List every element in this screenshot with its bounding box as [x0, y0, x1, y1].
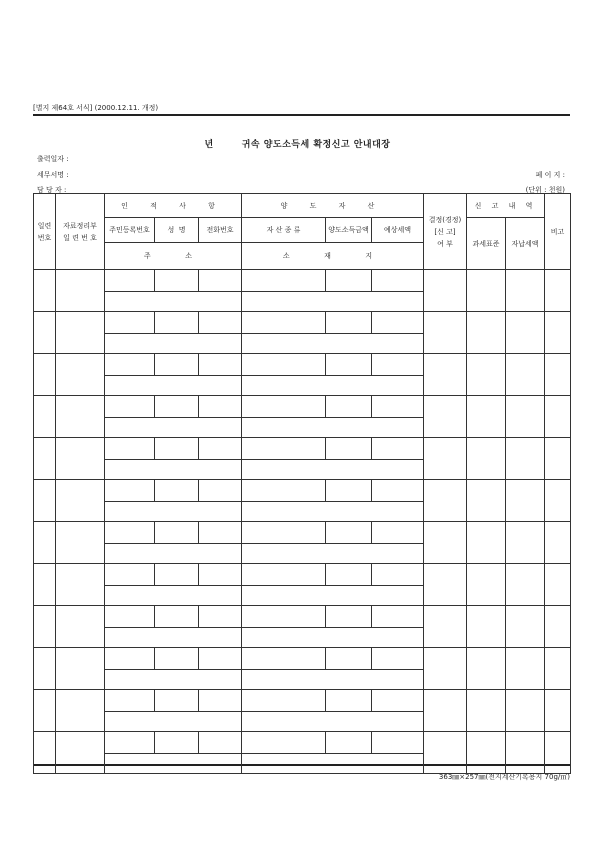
table-cell: [424, 480, 467, 522]
table-cell: [545, 732, 571, 774]
table-cell: [467, 648, 506, 690]
table-cell: [242, 418, 424, 438]
header-resident-no: 주민등록번호: [105, 218, 155, 243]
table-cell: [34, 564, 56, 606]
table-row: [34, 438, 571, 460]
table-cell: [242, 522, 326, 544]
table-cell: [372, 270, 424, 292]
table-cell: [105, 712, 242, 732]
table-cell: [56, 690, 105, 732]
table-cell: [424, 438, 467, 480]
table-cell: [372, 690, 424, 712]
table-cell: [34, 438, 56, 480]
table-cell: [105, 648, 155, 670]
header-transfer-income: 양도소득금액: [326, 218, 372, 243]
form-reference: [별지 제64호 서식] (2000.12.11. 개정): [33, 104, 159, 112]
table-row: [34, 480, 571, 502]
page-label: 페 이 지 :: [535, 171, 565, 179]
header-report-details: 신 고 내 역: [467, 194, 545, 218]
table-cell: [155, 522, 199, 544]
table-cell: [105, 586, 242, 606]
table-cell: [242, 270, 326, 292]
table-cell: [467, 606, 506, 648]
table-cell: [105, 544, 242, 564]
table-cell: [545, 564, 571, 606]
paper-spec-footer: 363㎜×257㎜(전지계산기록용지 70g/㎡): [438, 773, 570, 781]
table-row: [34, 648, 571, 670]
table-cell: [424, 354, 467, 396]
table-cell: [56, 522, 105, 564]
table-cell: [105, 354, 155, 376]
header-asset-type: 자 산 종 류: [242, 218, 326, 243]
header-personal-info: 인 적 사 항: [105, 194, 242, 218]
table-row: [34, 270, 571, 292]
table-cell: [372, 522, 424, 544]
table-cell: [372, 312, 424, 334]
table-cell: [545, 648, 571, 690]
table-cell: [155, 480, 199, 502]
header-location: 소 재 지: [242, 243, 424, 270]
table-cell: [326, 522, 372, 544]
table-cell: [34, 312, 56, 354]
table-cell: [199, 522, 242, 544]
table-cell: [242, 334, 424, 354]
table-cell: [424, 648, 467, 690]
table-cell: [424, 564, 467, 606]
header-address: 주 소: [105, 243, 242, 270]
table-cell: [242, 606, 326, 628]
table-cell: [242, 564, 326, 586]
header-decision: 결정(경정) [신 고] 여 부: [424, 194, 467, 270]
table-cell: [424, 732, 467, 774]
table-cell: [199, 312, 242, 334]
table-cell: [105, 522, 155, 544]
table-cell: [242, 502, 424, 522]
table-cell: [506, 396, 545, 438]
table-cell: [56, 354, 105, 396]
header-remarks: 비고: [545, 194, 571, 270]
table-cell: [467, 732, 506, 774]
manager-label: 담 당 자 :: [37, 186, 67, 193]
table-cell: [105, 376, 242, 396]
table-cell: [105, 460, 242, 480]
table-cell: [56, 396, 105, 438]
table-cell: [155, 396, 199, 418]
table-cell: [199, 648, 242, 670]
table-cell: [242, 586, 424, 606]
table-cell: [34, 396, 56, 438]
table-cell: [242, 648, 326, 670]
table-cell: [506, 648, 545, 690]
table-cell: [34, 522, 56, 564]
table-cell: [105, 670, 242, 690]
table-cell: [545, 270, 571, 312]
table-cell: [424, 690, 467, 732]
table-cell: [155, 732, 199, 754]
table-cell: [155, 438, 199, 460]
table-cell: [506, 690, 545, 732]
table-cell: [34, 648, 56, 690]
table-row: [34, 354, 571, 376]
table-cell: [506, 480, 545, 522]
table-cell: [242, 628, 424, 648]
table-cell: [242, 732, 326, 754]
table-cell: [242, 670, 424, 690]
table-cell: [34, 354, 56, 396]
table-cell: [467, 480, 506, 522]
table-cell: [155, 354, 199, 376]
table-cell: [56, 564, 105, 606]
table-cell: [242, 312, 326, 334]
table-cell: [56, 732, 105, 774]
table-cell: [199, 438, 242, 460]
table-cell: [105, 418, 242, 438]
table-cell: [199, 480, 242, 502]
table-cell: [105, 564, 155, 586]
header-transfer-asset: 양 도 자 산: [242, 194, 424, 218]
table-cell: [242, 354, 326, 376]
table-cell: [506, 438, 545, 480]
table-cell: [326, 438, 372, 460]
table-cell: [105, 480, 155, 502]
table-row: [34, 732, 571, 754]
table-cell: [424, 396, 467, 438]
table-cell: [242, 480, 326, 502]
table-cell: [242, 376, 424, 396]
header-phone: 전화번호: [199, 218, 242, 243]
header-paid-tax: 자납세액: [506, 218, 545, 270]
table-cell: [326, 732, 372, 754]
table-cell: [34, 732, 56, 774]
table-cell: [467, 354, 506, 396]
table-cell: [242, 460, 424, 480]
table-cell: [506, 732, 545, 774]
table-cell: [467, 438, 506, 480]
table-row: [34, 690, 571, 712]
table-row: [34, 312, 571, 334]
table-cell: [506, 270, 545, 312]
tax-office-label: 세무서명 :: [37, 171, 69, 179]
table-row: [34, 522, 571, 544]
table-row: [34, 564, 571, 586]
table-cell: [199, 564, 242, 586]
table-cell: [242, 754, 424, 774]
table-cell: [326, 690, 372, 712]
table-cell: [372, 732, 424, 754]
table-cell: [199, 354, 242, 376]
table-cell: [155, 564, 199, 586]
table-cell: [424, 606, 467, 648]
table-row: [34, 606, 571, 628]
table-cell: [56, 648, 105, 690]
header-data-serial: 자료정리부 일 련 번 호: [56, 194, 105, 270]
table-cell: [326, 564, 372, 586]
header-serial-no: 일련 번호: [34, 194, 56, 270]
table-cell: [56, 438, 105, 480]
table-cell: [34, 690, 56, 732]
table-cell: [105, 606, 155, 628]
table-cell: [372, 396, 424, 418]
table-cell: [105, 270, 155, 292]
table-cell: [372, 354, 424, 376]
title-text: 귀속 양도소득세 확정신고 안내대장: [241, 140, 391, 150]
output-date-label: 출력일자 :: [37, 155, 69, 163]
table-cell: [105, 502, 242, 522]
table-cell: [56, 312, 105, 354]
table-cell: [372, 438, 424, 460]
table-cell: [242, 544, 424, 564]
table-cell: [424, 522, 467, 564]
table-cell: [467, 270, 506, 312]
table-cell: [56, 270, 105, 312]
table-cell: [199, 732, 242, 754]
unit-label: (단위 : 천원): [525, 186, 565, 193]
table-cell: [199, 270, 242, 292]
form-title: [0, 137, 595, 150]
table-cell: [506, 354, 545, 396]
title-year: 년: [204, 140, 214, 150]
table-cell: [372, 480, 424, 502]
table-cell: [105, 690, 155, 712]
table-cell: [326, 480, 372, 502]
table-cell: [105, 754, 242, 774]
table-cell: [506, 606, 545, 648]
header-tax-base: 과세표준: [467, 218, 506, 270]
table-cell: [545, 354, 571, 396]
table-cell: [545, 480, 571, 522]
table-cell: [242, 438, 326, 460]
table-cell: [545, 606, 571, 648]
table-cell: [105, 312, 155, 334]
table-cell: [242, 690, 326, 712]
table-cell: [242, 712, 424, 732]
table-cell: [545, 396, 571, 438]
table-cell: [155, 270, 199, 292]
header-name: 성 명: [155, 218, 199, 243]
table-cell: [34, 606, 56, 648]
table-cell: [199, 606, 242, 628]
table-cell: [467, 690, 506, 732]
table-cell: [372, 648, 424, 670]
ledger-table: [33, 193, 571, 774]
table-cell: [424, 312, 467, 354]
table-cell: [155, 690, 199, 712]
table-cell: [424, 270, 467, 312]
table-cell: [326, 648, 372, 670]
table-cell: [199, 396, 242, 418]
table-cell: [155, 648, 199, 670]
table-cell: [34, 270, 56, 312]
table-cell: [326, 312, 372, 334]
table-cell: [467, 312, 506, 354]
table-cell: [34, 480, 56, 522]
table-cell: [105, 438, 155, 460]
table-cell: [56, 606, 105, 648]
table-cell: [326, 396, 372, 418]
table-cell: [545, 438, 571, 480]
table-cell: [506, 522, 545, 564]
table-cell: [372, 606, 424, 628]
table-cell: [467, 522, 506, 564]
table-cell: [105, 396, 155, 418]
table-cell: [326, 606, 372, 628]
table-cell: [199, 690, 242, 712]
table-cell: [545, 312, 571, 354]
table-cell: [105, 292, 242, 312]
table-row: [34, 396, 571, 418]
table-cell: [155, 606, 199, 628]
table-cell: [506, 312, 545, 354]
table-cell: [467, 396, 506, 438]
table-cell: [105, 628, 242, 648]
table-cell: [467, 564, 506, 606]
table-cell: [105, 732, 155, 754]
table-cell: [506, 564, 545, 606]
table-cell: [155, 312, 199, 334]
table-cell: [545, 690, 571, 732]
table-cell: [326, 270, 372, 292]
table-cell: [545, 522, 571, 564]
table-cell: [242, 396, 326, 418]
table-cell: [372, 564, 424, 586]
header-expected-tax: 예상세액: [372, 218, 424, 243]
table-cell: [242, 292, 424, 312]
table-cell: [326, 354, 372, 376]
table-cell: [56, 480, 105, 522]
table-cell: [105, 334, 242, 354]
